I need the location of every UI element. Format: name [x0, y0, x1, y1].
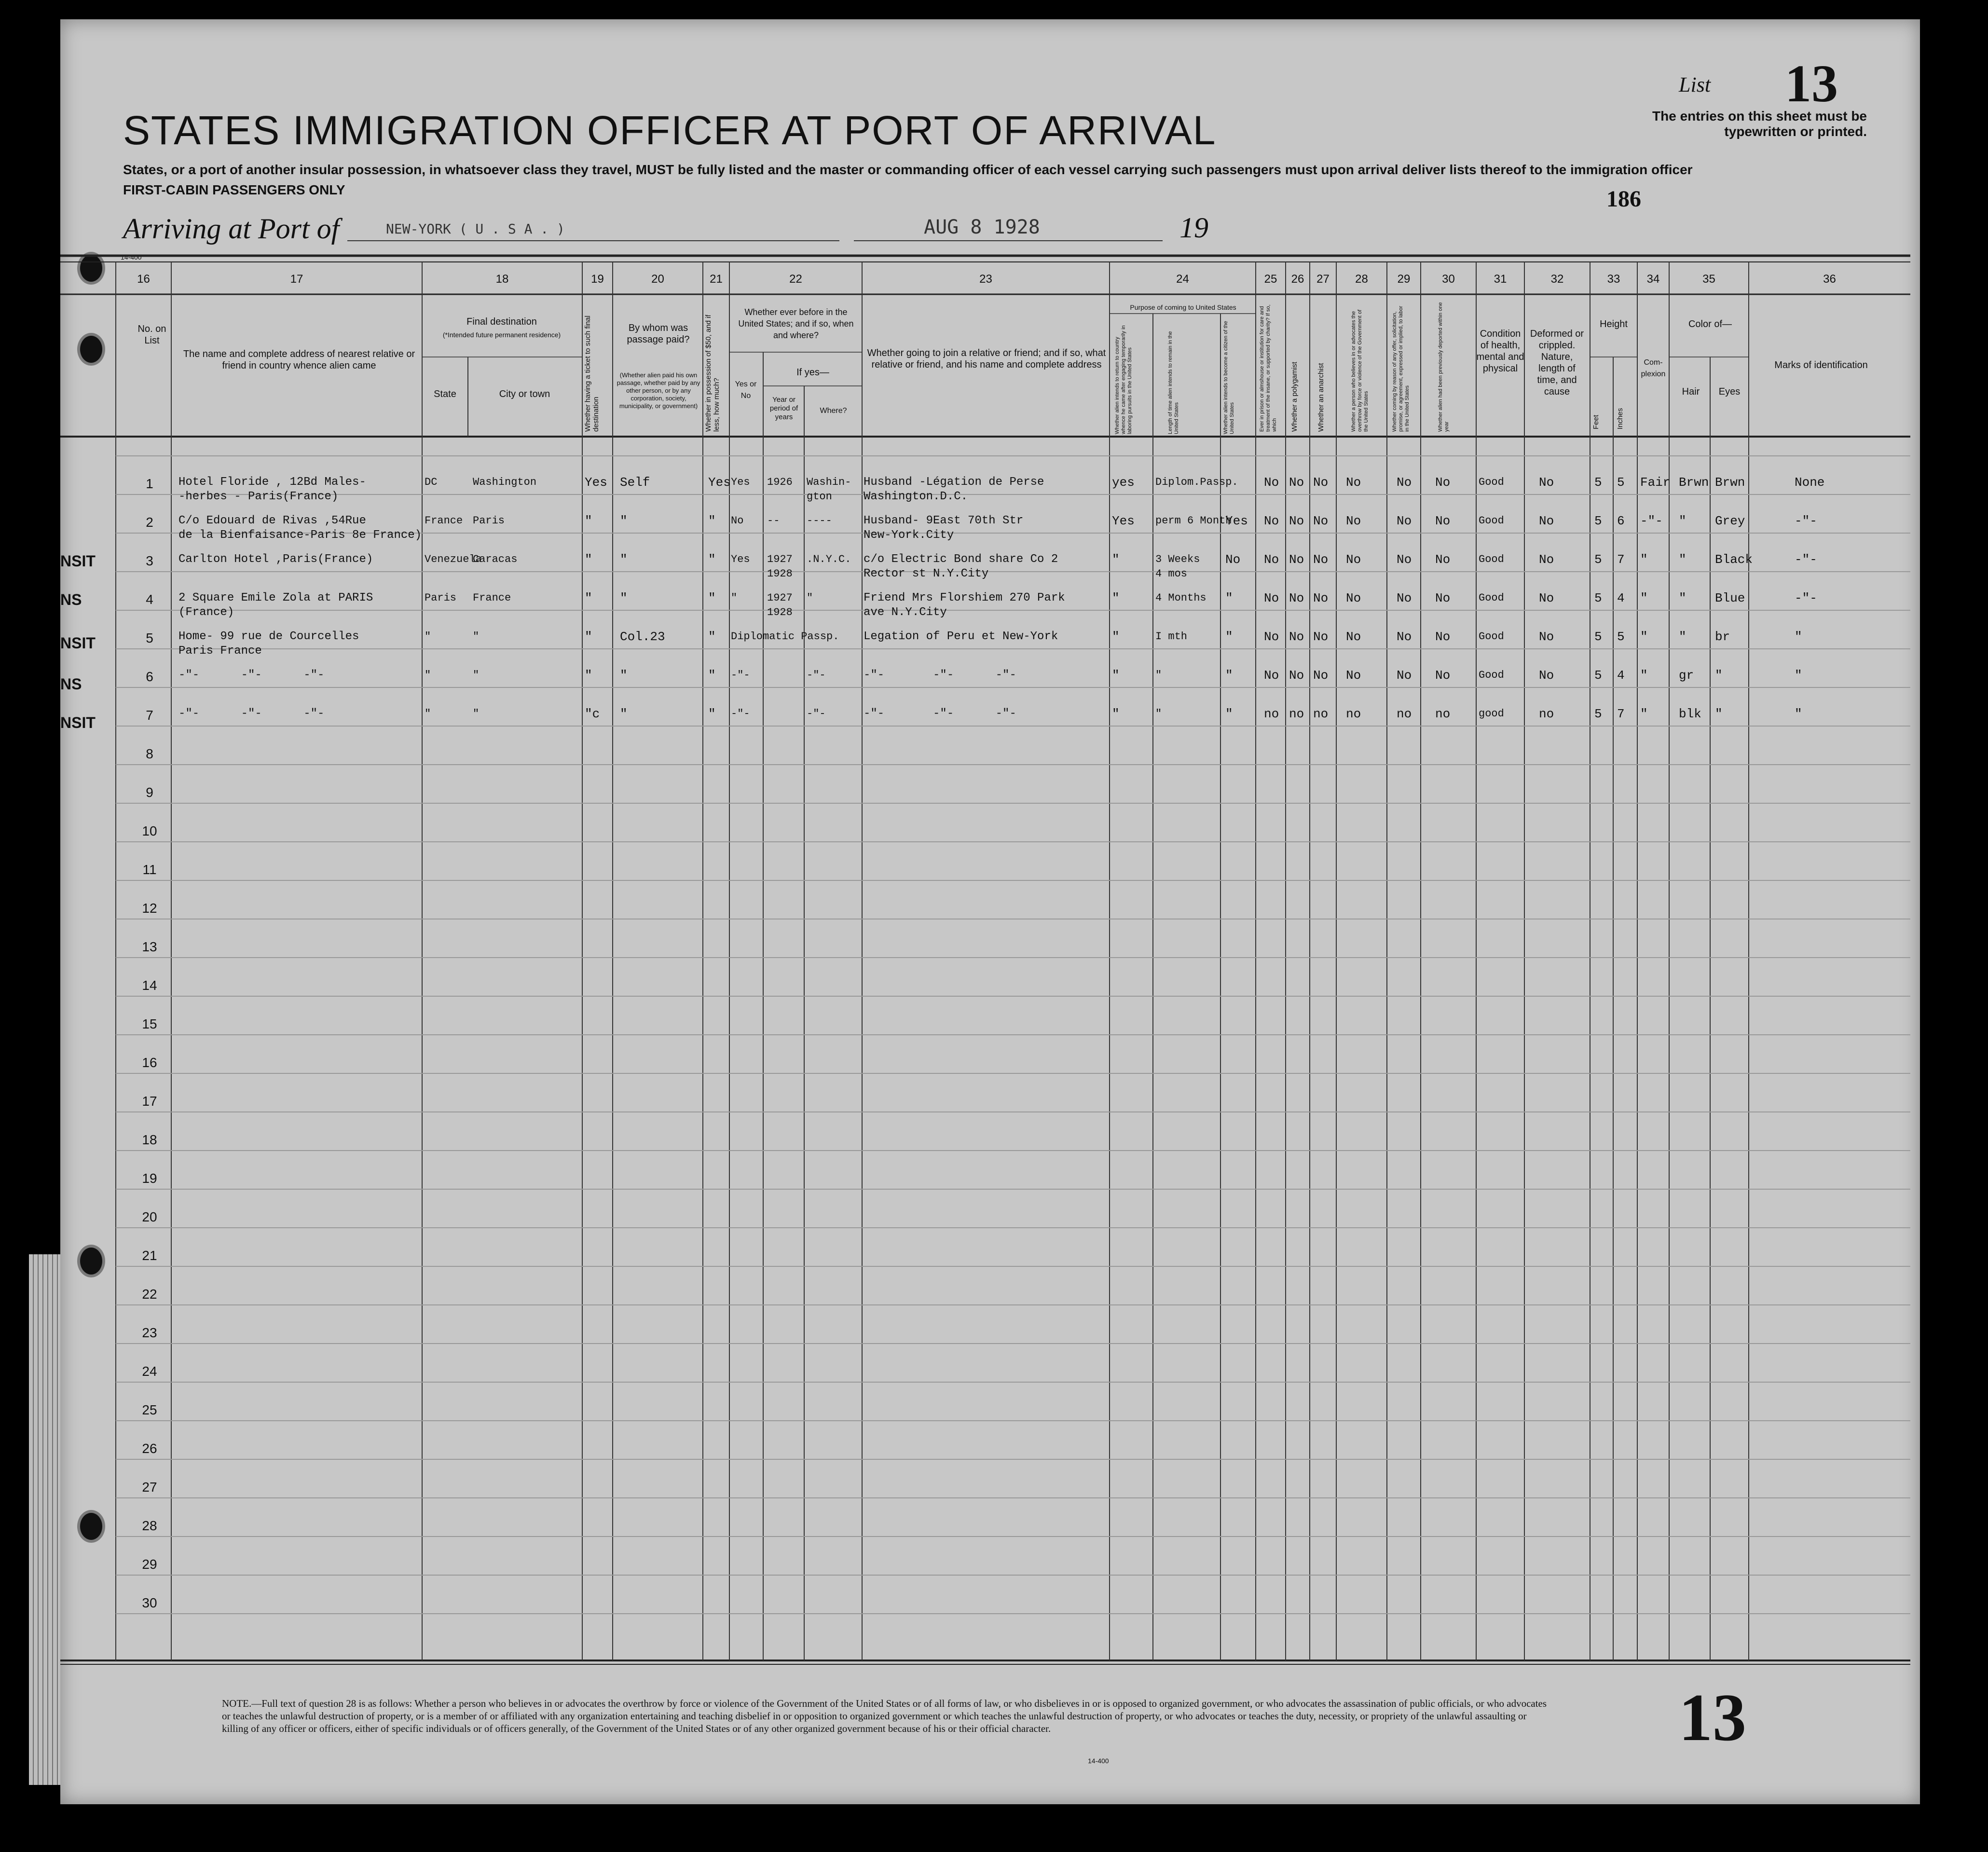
prison-almshouse-cell: No: [1264, 552, 1279, 567]
column-number: 32: [1550, 273, 1564, 286]
length-of-stay-cell: 4 Months: [1155, 592, 1207, 604]
col21-header: Whether in possession of $50, and if less, how much?: [704, 315, 721, 432]
joining-relative-cell: -"- -"- -"-: [864, 707, 1016, 720]
citizen-intent-cell: ": [1225, 591, 1233, 605]
row-number: 3: [146, 553, 153, 568]
length-of-stay-cell: I mth: [1155, 631, 1188, 643]
column-number: 25: [1264, 273, 1277, 286]
return-intent-cell: ": [1112, 552, 1120, 567]
side-label: NSIT: [60, 634, 96, 652]
polygamist-cell: No: [1289, 668, 1304, 683]
row-number: 5: [146, 631, 153, 645]
row-number: 11: [142, 862, 157, 877]
length-of-stay-cell: 3 Weeks 4 mos: [1155, 553, 1200, 580]
deformed-cell: No: [1539, 591, 1554, 605]
col26-header: Whether a polygamist: [1290, 361, 1299, 432]
address-cell: Carlton Hotel ,Paris(France): [178, 553, 373, 566]
column-number: 35: [1702, 273, 1715, 286]
identification-marks-cell: None: [1795, 475, 1825, 490]
city-cell: France: [473, 592, 511, 604]
column-number: 23: [979, 273, 992, 286]
height-inches-cell: 7: [1617, 707, 1625, 721]
col33-feet-header: Feet: [1592, 414, 1600, 429]
ticket-cell: ": [585, 630, 592, 644]
hair-color-cell: ": [1679, 552, 1686, 567]
identification-marks-cell: ": [1795, 668, 1802, 683]
address-cell: -"- -"- -"-: [178, 707, 325, 720]
height-feet-cell: 5: [1594, 591, 1602, 605]
deformed-cell: No: [1539, 630, 1554, 644]
height-feet-cell: 5: [1594, 668, 1602, 683]
complexion-cell: Fair: [1640, 475, 1671, 490]
column-number: 30: [1442, 273, 1455, 286]
height-feet-cell: 5: [1594, 514, 1602, 528]
col28-header: Whether a person who believes in or advocates the overthrow by force or violence of the Government of the United States: [1351, 309, 1369, 432]
polygamist-cell: No: [1289, 552, 1304, 567]
col16-header: No. on List: [137, 324, 166, 346]
col22-year-header: Year or period of years: [769, 396, 798, 421]
column-number: 18: [495, 273, 509, 286]
labor-contract-cell: No: [1397, 552, 1412, 567]
passage-paid-by-cell: ": [620, 707, 628, 721]
city-cell: Caracas: [473, 553, 518, 565]
address-cell: C/o Edouard de Rivas ,54Rue de la Bienfaisance-Paris 8e France): [178, 514, 422, 542]
col18-city-header: City or town: [499, 389, 550, 399]
anarchist-cell: No: [1313, 475, 1329, 490]
has-fifty-dollars-cell: ": [708, 552, 716, 567]
health-condition-cell: Good: [1479, 553, 1504, 565]
state-cell: ": [425, 708, 431, 720]
overthrow-advocate-cell: no: [1346, 707, 1361, 721]
col30-header: Whether alien had been previously deported within one year: [1438, 302, 1450, 432]
health-condition-cell: Good: [1479, 592, 1504, 604]
joining-relative-cell: Husband -Légation de Perse Washington.D.C.: [864, 476, 1044, 503]
ticket-cell: "c: [585, 707, 600, 721]
row-number: 25: [142, 1402, 157, 1417]
height-inches-cell: 4: [1617, 668, 1625, 683]
city-cell: Washington: [473, 476, 537, 488]
col24b-header: Length of time alien intends to remain in the United States: [1167, 331, 1179, 434]
column-number: 19: [591, 273, 604, 286]
col18-header: Final destination: [466, 316, 537, 327]
form-code-top: 14-400: [121, 253, 142, 261]
row-number: 26: [142, 1441, 157, 1456]
joining-relative-cell: Legation of Peru et New-York: [864, 630, 1058, 643]
anarchist-cell: No: [1313, 591, 1329, 605]
citizen-intent-cell: ": [1225, 707, 1233, 721]
state-cell: ": [425, 669, 431, 681]
side-label: NSIT: [60, 714, 96, 731]
row-number: 29: [142, 1557, 157, 1572]
ticket-cell: Yes: [585, 475, 607, 490]
col34-header: Com-plexion: [1641, 358, 1666, 378]
identification-marks-cell: -"-: [1795, 552, 1817, 567]
hair-color-cell: gr: [1679, 668, 1694, 683]
state-cell: ": [425, 631, 431, 643]
address-cell: Hotel Floride , 12Bd Males- -herbes - Paris(France): [178, 476, 366, 503]
length-of-stay-cell: Diplom.Passp.: [1155, 476, 1238, 488]
list-number: 13: [1785, 54, 1838, 113]
col17-header: The name and complete address of nearest relative or friend in country whence alien came: [183, 349, 415, 371]
complexion-cell: ": [1640, 668, 1648, 683]
citizen-intent-cell: ": [1225, 668, 1233, 683]
labor-contract-cell: No: [1397, 668, 1412, 683]
identification-marks-cell: -"-: [1795, 591, 1817, 605]
row-number: 6: [146, 669, 153, 684]
col20-subheader: (Whether alien paid his own passage, whether paid by any other person, or by any corporation, society, municipality, or government): [617, 371, 700, 410]
complexion-cell: ": [1640, 591, 1648, 605]
overthrow-advocate-cell: No: [1346, 591, 1361, 605]
col32-header: Deformed or crippled. Nature, length of time, and cause: [1530, 329, 1584, 397]
eye-color-cell: Black: [1715, 552, 1753, 567]
citizen-intent-cell: Yes: [1225, 514, 1248, 528]
previous-years-cell: 1927 1928: [767, 592, 793, 618]
city-cell: ": [473, 708, 480, 720]
row-number: 23: [142, 1325, 157, 1340]
height-feet-cell: 5: [1594, 552, 1602, 567]
column-number: 22: [789, 273, 802, 286]
col24a-header: Whether alien intends to return to country whence he came after engaging temporarily in laboring pursuits in the United States: [1114, 325, 1133, 434]
ticket-cell: ": [585, 514, 592, 528]
prison-almshouse-cell: no: [1264, 707, 1279, 721]
address-cell: -"- -"- -"-: [178, 669, 325, 682]
passage-paid-by-cell: ": [620, 552, 628, 567]
prison-almshouse-cell: No: [1264, 591, 1279, 605]
eye-color-cell: Grey: [1715, 514, 1745, 528]
overthrow-advocate-cell: No: [1346, 668, 1361, 683]
col33-inches-header: Inches: [1616, 408, 1624, 429]
col29-header: Whether coming by reason of any offer, solicitation, promise, or agreement, expressed or implied, to labor in the United States: [1392, 305, 1410, 432]
arriving-label: Arriving at Port of: [123, 213, 340, 245]
date-stamp: AUG 8 1928: [924, 216, 1040, 238]
labor-contract-cell: No: [1397, 475, 1412, 490]
row-number: 9: [146, 785, 153, 800]
hair-color-cell: ": [1679, 514, 1686, 528]
col23-header: Whether going to join a relative or friend; and if so, what relative or friend, and his name and complete address: [867, 348, 1106, 370]
col24c-header: Whether alien intends to become a citizen of the United States: [1223, 321, 1235, 434]
return-intent-cell: yes: [1112, 475, 1135, 490]
column-number: 21: [710, 273, 723, 286]
row-number: 28: [142, 1518, 157, 1533]
intro-text: States, or a port of another insular possession, in whatsoever class they travel, MUST be fully listed and the master or commanding officer of each vessel carrying such passengers must upon arrival deliver lists thereof to the immigration officer: [123, 162, 1693, 177]
identification-marks-cell: -"-: [1795, 514, 1817, 528]
column-number: 26: [1291, 273, 1304, 286]
column-number: 31: [1494, 273, 1507, 286]
city-cell: ": [473, 631, 480, 643]
column-number: 27: [1316, 273, 1330, 286]
typewritten-note: The entries on this sheet must be typewritten or printed.: [1652, 109, 1867, 139]
ticket-cell: ": [585, 668, 592, 683]
row-number: 17: [142, 1094, 157, 1109]
hair-color-cell: blk: [1679, 707, 1701, 721]
complexion-cell: -"-: [1640, 514, 1663, 528]
polygamist-cell: No: [1289, 514, 1304, 528]
col22-yes-header: Yes or No: [735, 380, 757, 400]
prison-almshouse-cell: No: [1264, 475, 1279, 490]
deformed-cell: No: [1539, 668, 1554, 683]
row-number: 15: [142, 1016, 157, 1031]
column-number: 24: [1176, 273, 1189, 286]
prison-almshouse-cell: No: [1264, 668, 1279, 683]
anarchist-cell: no: [1313, 707, 1329, 721]
hair-color-cell: ": [1679, 591, 1686, 605]
labor-contract-cell: no: [1397, 707, 1412, 721]
col36-header: Marks of identification: [1774, 360, 1868, 370]
polygamist-cell: No: [1289, 630, 1304, 644]
column-number: 16: [137, 273, 150, 286]
row-number: 7: [146, 708, 153, 723]
state-cell: France: [425, 515, 463, 527]
row-number: 21: [142, 1248, 157, 1263]
year-suffix: 19: [1179, 212, 1208, 244]
labor-contract-cell: No: [1397, 514, 1412, 528]
deported-cell: No: [1435, 552, 1451, 567]
overthrow-advocate-cell: No: [1346, 514, 1361, 528]
deformed-cell: no: [1539, 707, 1554, 721]
passage-paid-by-cell: ": [620, 514, 628, 528]
prison-almshouse-cell: No: [1264, 630, 1279, 644]
has-fifty-dollars-cell: ": [708, 514, 716, 528]
address-cell: 2 Square Emile Zola at PARIS (France): [178, 591, 373, 619]
col35-eyes-header: Eyes: [1718, 386, 1741, 397]
col22-where-header: Where?: [820, 407, 847, 415]
height-inches-cell: 6: [1617, 514, 1625, 528]
col20-header: By whom was passage paid?: [627, 323, 690, 345]
row-number: 1: [146, 476, 153, 491]
side-label: NS: [60, 591, 82, 608]
column-number: 20: [651, 273, 664, 286]
has-fifty-dollars-cell: ": [708, 668, 716, 683]
col35-header: Color of—: [1688, 319, 1732, 329]
return-intent-cell: ": [1112, 630, 1120, 644]
previously-in-us-cell: -"-: [731, 708, 750, 720]
row-number: 16: [142, 1055, 157, 1070]
row-number: 12: [142, 901, 157, 916]
column-number: 34: [1646, 273, 1660, 286]
col35-hair-header: Hair: [1682, 386, 1700, 397]
col18-subheader: (*Intended future permanent residence): [442, 331, 561, 339]
return-intent-cell: ": [1112, 668, 1120, 683]
deported-cell: No: [1435, 668, 1451, 683]
anarchist-cell: No: [1313, 552, 1329, 567]
row-number: 2: [146, 515, 153, 530]
deformed-cell: No: [1539, 475, 1554, 490]
height-inches-cell: 4: [1617, 591, 1625, 605]
anarchist-cell: No: [1313, 668, 1329, 683]
joining-relative-cell: Friend Mrs Florshiem 270 Park ave N.Y.City: [864, 591, 1065, 619]
col18-state-header: State: [434, 389, 456, 399]
polygamist-cell: No: [1289, 591, 1304, 605]
height-feet-cell: 5: [1594, 630, 1602, 644]
row-number: 22: [142, 1287, 157, 1302]
port-value: NEW-YORK ( U . S A . ): [386, 221, 565, 237]
previous-where-cell: -"-: [807, 669, 826, 681]
height-inches-cell: 5: [1617, 630, 1625, 644]
col33-header: Height: [1600, 319, 1628, 329]
ticket-cell: ": [585, 552, 592, 567]
state-cell: DC: [425, 476, 438, 488]
question-28-note: NOTE.—Full text of question 28 is as follows: Whether a person who believes in or advocates the overthrow by force or violence of the Government of the United States or of all forms of law, or who disbelieves in or is opposed to organized government, or who advocates the assassination of public officials, or who advocates or teaches the unlawful destruction of property, or is a member of or affiliated with any organization entertaining and teaching disbelief in or opposition to organized government or which teaches the unlawful destruction of property, or who advocates or teaches the duty, necessity, or propriety of the unlawful assaulting or killing of any officer or officers, either of specific individuals or of officers generally, of the Government of the United States or of any other organized government because of his or their official character.: [222, 1698, 1547, 1734]
previously-in-us-cell: No: [731, 515, 744, 527]
overthrow-advocate-cell: No: [1346, 475, 1361, 490]
joining-relative-cell: c/o Electric Bond share Co 2 Rector st N.Y.City: [864, 553, 1058, 580]
row-number: 20: [142, 1209, 157, 1224]
col31-header: Condition of health, mental and physical: [1476, 329, 1524, 374]
citizen-intent-cell: No: [1225, 552, 1241, 567]
state-cell: Venezuela: [425, 553, 482, 565]
identification-marks-cell: ": [1795, 707, 1802, 721]
column-number: 17: [290, 273, 303, 286]
row-number: 30: [142, 1595, 157, 1610]
labor-contract-cell: No: [1397, 591, 1412, 605]
col22-ifyes-header: If yes—: [796, 367, 829, 378]
deformed-cell: No: [1539, 552, 1554, 567]
city-cell: Paris: [473, 515, 505, 527]
eye-color-cell: Brwn: [1715, 475, 1745, 490]
passage-paid-by-cell: Self: [620, 475, 650, 490]
previous-years-cell: 1927 1928: [767, 553, 793, 580]
length-of-stay-cell: perm 6 Month: [1155, 515, 1232, 527]
height-feet-cell: 5: [1594, 475, 1602, 490]
height-inches-cell: 7: [1617, 552, 1625, 567]
joining-relative-cell: -"- -"- -"-: [864, 669, 1016, 682]
column-number: 28: [1355, 273, 1368, 286]
prison-almshouse-cell: No: [1264, 514, 1279, 528]
row-number: 13: [142, 939, 157, 954]
address-cell: Home- 99 rue de Courcelles Paris France: [178, 630, 359, 658]
identification-marks-cell: ": [1795, 630, 1802, 644]
health-condition-cell: Good: [1479, 631, 1504, 643]
previous-years-cell: 1926: [767, 476, 793, 488]
previously-in-us-cell: ": [731, 592, 738, 604]
previous-where-cell: ----: [807, 515, 832, 527]
has-fifty-dollars-cell: ": [708, 591, 716, 605]
passage-paid-by-cell: ": [620, 591, 628, 605]
hair-color-cell: ": [1679, 630, 1686, 644]
health-condition-cell: Good: [1479, 476, 1504, 488]
side-label: NS: [60, 675, 82, 693]
overthrow-advocate-cell: No: [1346, 630, 1361, 644]
deported-cell: No: [1435, 475, 1451, 490]
eye-color-cell: ": [1715, 707, 1723, 721]
citizen-intent-cell: ": [1225, 630, 1233, 644]
previous-where-cell: Washin- gton: [807, 476, 851, 503]
has-fifty-dollars-cell: Yes: [708, 475, 731, 490]
eye-color-cell: br: [1715, 630, 1730, 644]
passage-paid-by-cell: ": [620, 668, 628, 683]
previous-where-cell: ": [807, 592, 813, 604]
return-intent-cell: ": [1112, 707, 1120, 721]
row-number: 27: [142, 1480, 157, 1495]
joining-relative-cell: Husband- 9East 70th Str New-York.City: [864, 514, 1024, 542]
page-number-186: 186: [1606, 186, 1641, 212]
previously-in-us-cell: Diplomatic Passp.: [731, 631, 839, 643]
length-of-stay-cell: ": [1155, 708, 1162, 720]
first-cabin-label: FIRST-CABIN PASSENGERS ONLY: [123, 182, 345, 197]
col27-header: Whether an anarchist: [1317, 363, 1325, 432]
row-number: 4: [146, 592, 153, 607]
page-number-stamp: 13: [1679, 1680, 1746, 1755]
previously-in-us-cell: Yes: [731, 476, 750, 488]
polygamist-cell: No: [1289, 475, 1304, 490]
height-feet-cell: 5: [1594, 707, 1602, 721]
hair-color-cell: Brwn: [1679, 475, 1709, 490]
deported-cell: No: [1435, 514, 1451, 528]
deported-cell: No: [1435, 630, 1451, 644]
deported-cell: No: [1435, 591, 1451, 605]
complexion-cell: ": [1640, 552, 1648, 567]
side-label: NSIT: [60, 552, 96, 570]
deformed-cell: No: [1539, 514, 1554, 528]
eye-color-cell: Blue: [1715, 591, 1745, 605]
previous-years-cell: --: [767, 515, 780, 527]
ticket-cell: ": [585, 591, 592, 605]
previous-where-cell: .N.Y.C.: [807, 553, 851, 565]
row-number: 10: [142, 823, 157, 838]
previously-in-us-cell: -"-: [731, 669, 750, 681]
passage-paid-by-cell: Col.23: [620, 630, 665, 644]
col25-header: Ever in prison or almshouse or institution for care and treatment of the insane, or supported by charity? If so, which: [1259, 304, 1277, 432]
previous-where-cell: -"-: [807, 708, 826, 720]
length-of-stay-cell: ": [1155, 669, 1162, 681]
has-fifty-dollars-cell: ": [708, 630, 716, 644]
complexion-cell: ": [1640, 630, 1648, 644]
labor-contract-cell: No: [1397, 630, 1412, 644]
row-number: 14: [142, 978, 157, 993]
has-fifty-dollars-cell: ": [708, 707, 716, 721]
page-title: STATES IMMIGRATION OFFICER AT PORT OF ARRIVAL: [123, 108, 1217, 153]
row-number: 18: [142, 1132, 157, 1147]
health-condition-cell: Good: [1479, 515, 1504, 527]
column-number: 33: [1607, 273, 1620, 286]
health-condition-cell: Good: [1479, 669, 1504, 681]
column-number: 36: [1823, 273, 1836, 286]
return-intent-cell: Yes: [1112, 514, 1135, 528]
row-number: 8: [146, 746, 153, 761]
row-number: 19: [142, 1171, 157, 1186]
complexion-cell: ": [1640, 707, 1648, 721]
height-inches-cell: 5: [1617, 475, 1625, 490]
eye-color-cell: ": [1715, 668, 1723, 683]
city-cell: ": [473, 669, 480, 681]
return-intent-cell: ": [1112, 591, 1120, 605]
form-code-bottom: 14-400: [1088, 1757, 1109, 1765]
list-label: List: [1679, 73, 1711, 96]
overthrow-advocate-cell: No: [1346, 552, 1361, 567]
previously-in-us-cell: Yes: [731, 553, 750, 565]
column-number: 29: [1397, 273, 1411, 286]
col24-header: Purpose of coming to United States: [1130, 303, 1236, 311]
row-number: 24: [142, 1364, 157, 1379]
anarchist-cell: No: [1313, 514, 1329, 528]
polygamist-cell: no: [1289, 707, 1304, 721]
col22-header: Whether ever before in the United States; and if so, when and where?: [738, 307, 854, 340]
health-condition-cell: good: [1479, 708, 1504, 720]
state-cell: Paris: [425, 592, 457, 604]
anarchist-cell: No: [1313, 630, 1329, 644]
col19-header: Whether having a ticket to such final destination: [584, 316, 600, 432]
deported-cell: no: [1435, 707, 1451, 721]
